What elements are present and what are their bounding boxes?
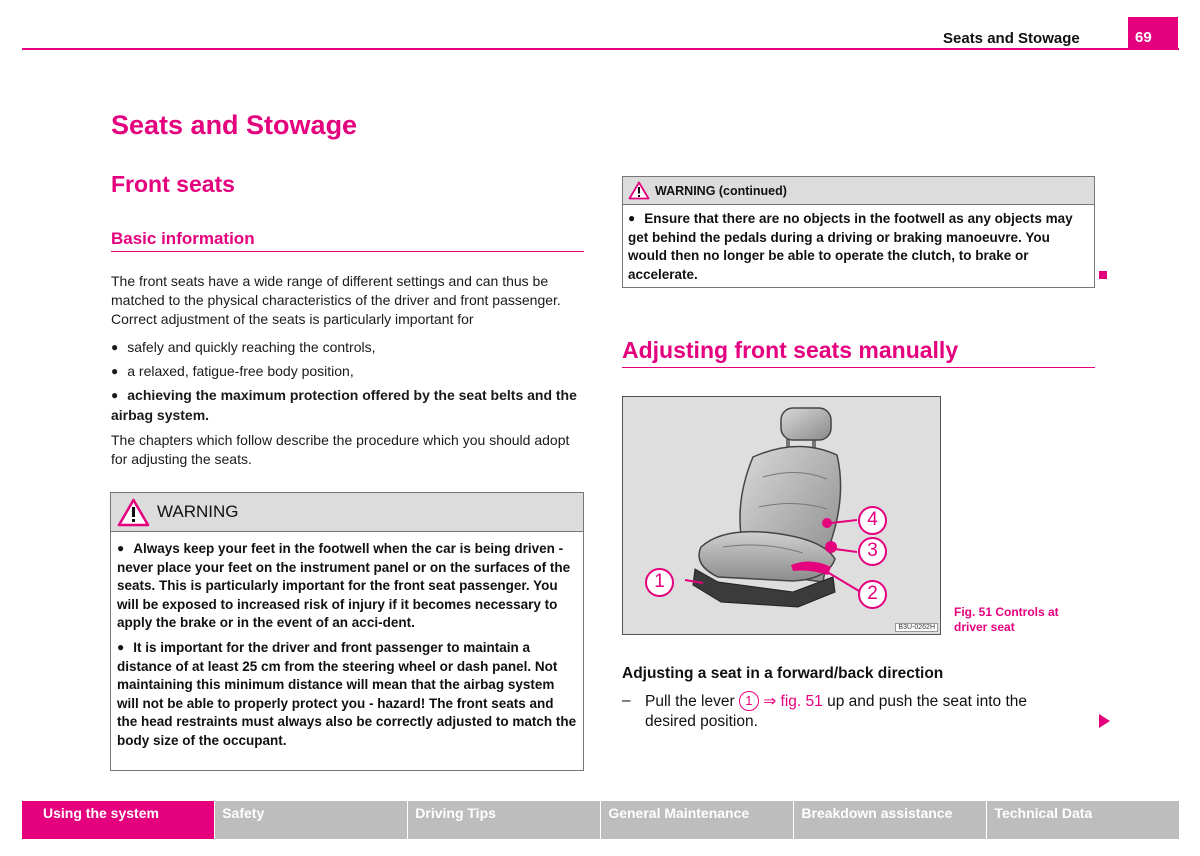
list-item: ● a relaxed, fatigue-free body position,: [111, 363, 354, 379]
warning-continued-title: WARNING (continued): [655, 183, 787, 198]
intro-paragraph: The front seats have a wide range of different settings and can thus be matched to the physical characteristics of the driver and front passenger. Correct adjustment of the seats is particularly important for: [111, 273, 561, 327]
header-rule: [22, 48, 1179, 50]
callout-3: 3: [858, 537, 887, 566]
figure-code: B3U-0262H: [895, 623, 938, 632]
nav-tab-using-the-system[interactable]: Using the system: [22, 801, 214, 839]
nav-tab-technical-data[interactable]: Technical Data: [987, 801, 1179, 839]
bullet-icon: ●: [111, 388, 119, 402]
bullet-icon: ●: [117, 541, 125, 555]
figure-caption: Fig. 51 Controls at driver seat: [954, 605, 1059, 634]
lever-ref-badge: 1: [739, 691, 759, 711]
section-title-adjusting: Adjusting front seats manually: [622, 337, 1095, 368]
callout-1: 1: [645, 568, 674, 597]
warning-triangle-icon: [628, 181, 650, 200]
bullet-icon: ●: [111, 364, 119, 378]
figure-link[interactable]: fig. 51: [780, 693, 823, 710]
bullet-list: [111, 338, 584, 429]
warning-body: [111, 532, 583, 763]
bottom-nav: [22, 801, 1179, 839]
subsection-title: Basic information: [111, 229, 584, 252]
nav-tab-safety[interactable]: Safety: [215, 801, 407, 839]
warning-header: [111, 493, 583, 532]
callout-2: 2: [858, 580, 887, 609]
nav-tab-general-maintenance[interactable]: General Maintenance: [601, 801, 793, 839]
warning-item: ● It is important for the driver and front passenger to maintain a distance of at least 25 cm from the steering wheel or dash panel. Not maintaining this minimum distance will mean that the airbag system will not be able to properly protect you - hazard! The front seats and the head restraints must always also be correctly adjusted to match the body size of the occupant.: [117, 639, 577, 748]
bullet-icon: ●: [117, 639, 125, 654]
seat-illustration: [623, 397, 941, 635]
warning-title: WARNING: [157, 502, 239, 521]
adjust-heading: Adjusting a seat in a forward/back direction: [622, 665, 944, 682]
callout-4: 4: [858, 506, 887, 535]
section-title: Front seats: [111, 171, 235, 197]
chapter-title: Seats and Stowage: [111, 110, 358, 140]
warning-continued-body: [623, 205, 1094, 294]
instruction-step: – Pull the lever 1 ⇒ fig. 51 up and push the seat into the desired position.: [622, 692, 1028, 730]
nav-tab-breakdown-assistance[interactable]: Breakdown assistance: [794, 801, 986, 839]
step-dash: –: [622, 692, 631, 709]
warning-box: [110, 492, 584, 771]
next-page-arrow-icon[interactable]: [1099, 714, 1110, 728]
warning-item: ● Ensure that there are no objects in the footwell as any objects may get behind the pedals during a driving or braking manoeuvre. You would then no longer be able to operate the clutch, to brake or accelerate.: [628, 211, 1073, 282]
list-item: ● safely and quickly reaching the controls,: [111, 339, 376, 355]
arrow-icon: ⇒: [763, 693, 777, 710]
section-end-marker: [1099, 271, 1107, 279]
bullet-icon: ●: [111, 340, 119, 354]
bullet-icon: ●: [628, 211, 636, 225]
list-item: ● achieving the maximum protection offered by the seat belts and the airbag system.: [111, 387, 577, 423]
warning-triangle-icon: [117, 498, 150, 527]
running-header-title: Seats and Stowage: [943, 30, 1080, 47]
page-number: 69: [1128, 17, 1178, 50]
chapters-paragraph: The chapters which follow describe the procedure which you should adopt for adjusting the seats.: [111, 432, 570, 467]
warning-continued-box: [622, 176, 1095, 288]
warning-item: ● Always keep your feet in the footwell when the car is being driven - never place your feet on the instrument panel or on the surfaces of the seats. This is particularly important for the front seat passenger. You will be exposed to increased risk of injury if it becomes necessary to apply the brake or in the event of an acci-dent.: [117, 541, 571, 631]
warning-continued-header: [623, 177, 1094, 205]
seat-figure: [622, 396, 941, 635]
nav-tab-driving-tips[interactable]: Driving Tips: [408, 801, 600, 839]
